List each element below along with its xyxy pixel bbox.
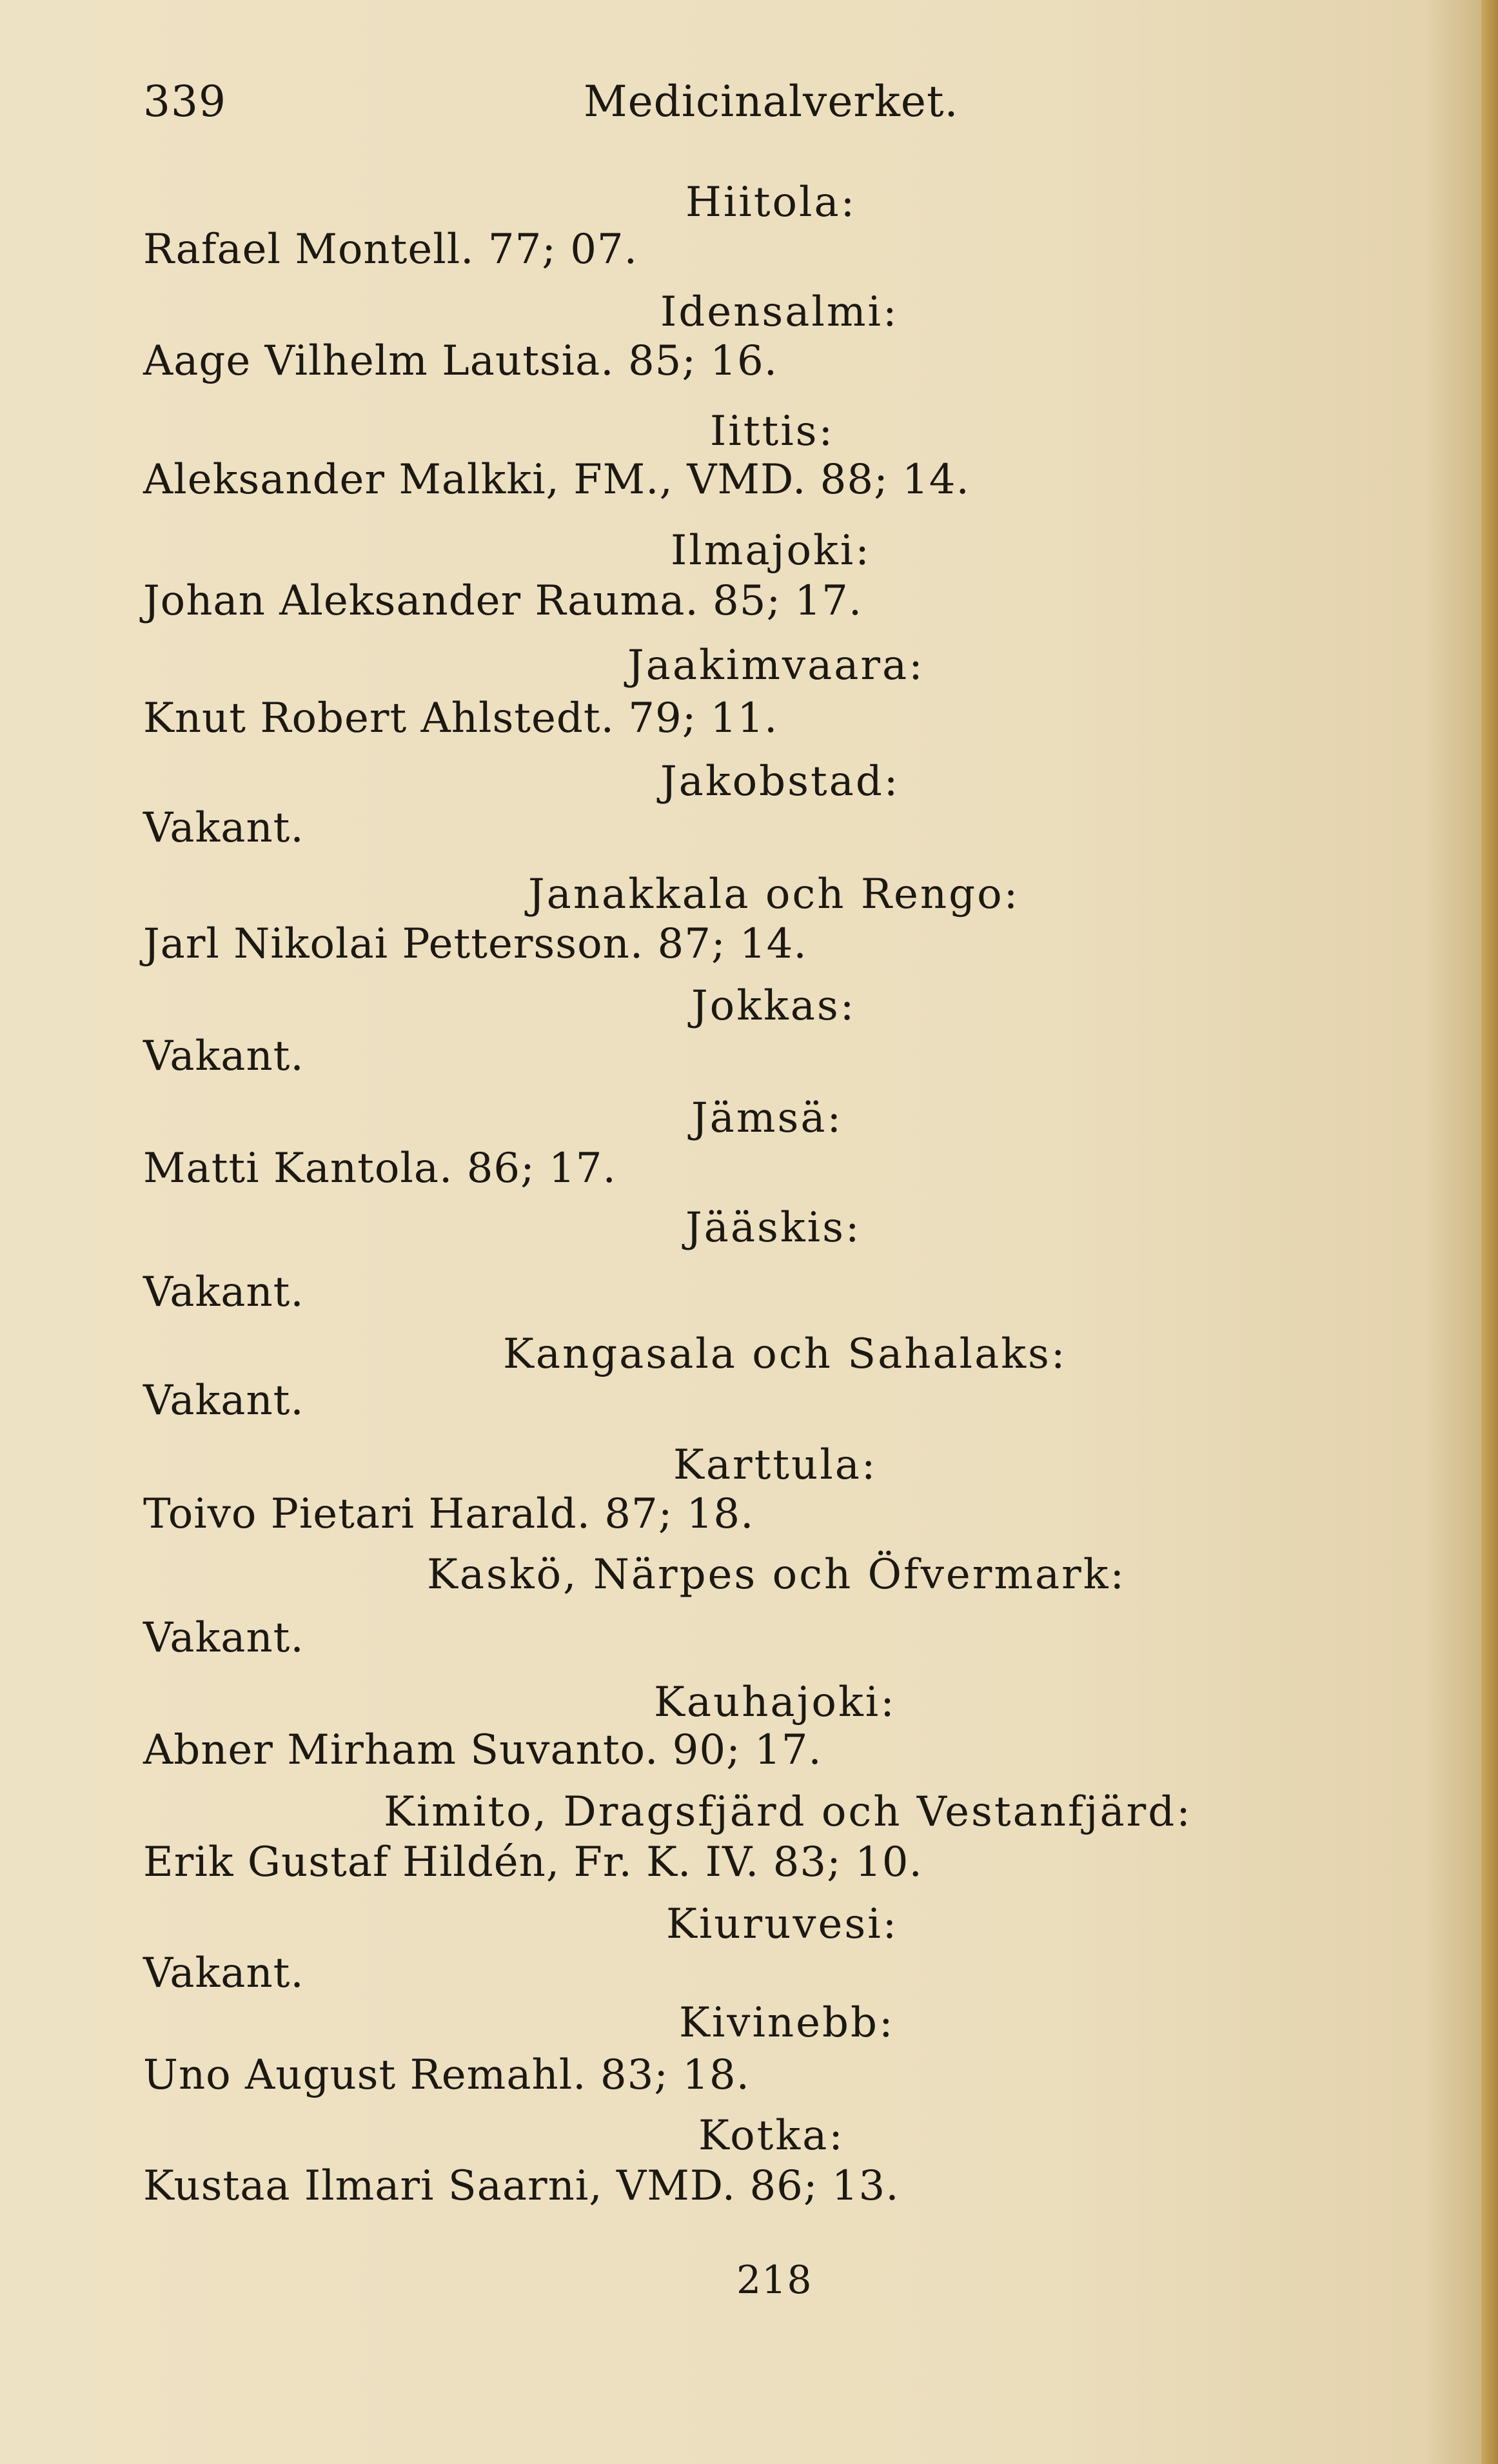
entry-text: Uno August Remahl. 83; 18.: [143, 2051, 750, 2099]
place-heading: Hiitola:: [685, 179, 857, 226]
entry-text: Vakant.: [143, 1949, 304, 1997]
place-heading: Idensalmi:: [660, 288, 899, 336]
entry-text: Abner Mirham Suvanto. 90; 17.: [143, 1726, 822, 1774]
entry-text: Aleksander Malkki, FM., VMD. 88; 14.: [143, 456, 970, 504]
entry-text: Jarl Nikolai Pettersson. 87; 14.: [143, 920, 807, 968]
place-heading: Janakkala och Rengo:: [528, 871, 1020, 918]
place-heading: Kimito, Dragsfjärd och Vestanfjärd:: [384, 1788, 1192, 1836]
place-heading: Kangasala och Sahalaks:: [503, 1330, 1067, 1378]
place-heading: Kivinebb:: [679, 1999, 895, 2047]
entry-text: Vakant.: [143, 1614, 304, 1662]
entry-text: Matti Kantola. 86; 17.: [143, 1145, 616, 1192]
page-number: 339: [143, 77, 226, 126]
signature-mark: 218: [736, 2258, 813, 2303]
place-heading: Kaskö, Närpes och Öfvermark:: [427, 1551, 1127, 1599]
place-heading: Kauhajoki:: [654, 1679, 896, 1726]
place-heading: Kotka:: [698, 2112, 845, 2160]
place-heading: Jämsä:: [691, 1094, 843, 1142]
place-heading: Jokkas:: [691, 982, 856, 1030]
page-edge: [1481, 0, 1498, 2464]
entry-text: Vakant.: [143, 1268, 304, 1316]
entry-text: Toivo Pietari Harald. 87; 18.: [143, 1490, 754, 1538]
entry-text: Erik Gustaf Hildén, Fr. K. IV. 83; 10.: [143, 1838, 923, 1886]
entry-text: Johan Aleksander Rauma. 85; 17.: [143, 577, 863, 625]
place-heading: Jääskis:: [685, 1204, 862, 1252]
entry-text: Rafael Montell. 77; 07.: [143, 226, 638, 273]
place-heading: Karttula:: [673, 1441, 878, 1489]
place-heading: Iittis:: [710, 408, 835, 455]
running-title: Medicinalverket.: [584, 77, 959, 126]
entry-text: Vakant.: [143, 804, 304, 852]
entry-text: Vakant.: [143, 1032, 304, 1080]
place-heading: Jaakimvaara:: [627, 642, 925, 689]
place-heading: Kiuruvesi:: [666, 1900, 899, 1948]
entry-text: Aage Vilhelm Lautsia. 85; 16.: [143, 337, 778, 385]
entry-text: Knut Robert Ahlstedt. 79; 11.: [143, 695, 778, 742]
entry-text: Vakant.: [143, 1377, 304, 1424]
place-heading: Ilmajoki:: [671, 527, 871, 575]
place-heading: Jakobstad:: [660, 758, 900, 805]
entry-text: Kustaa Ilmari Saarni, VMD. 86; 13.: [143, 2162, 900, 2210]
